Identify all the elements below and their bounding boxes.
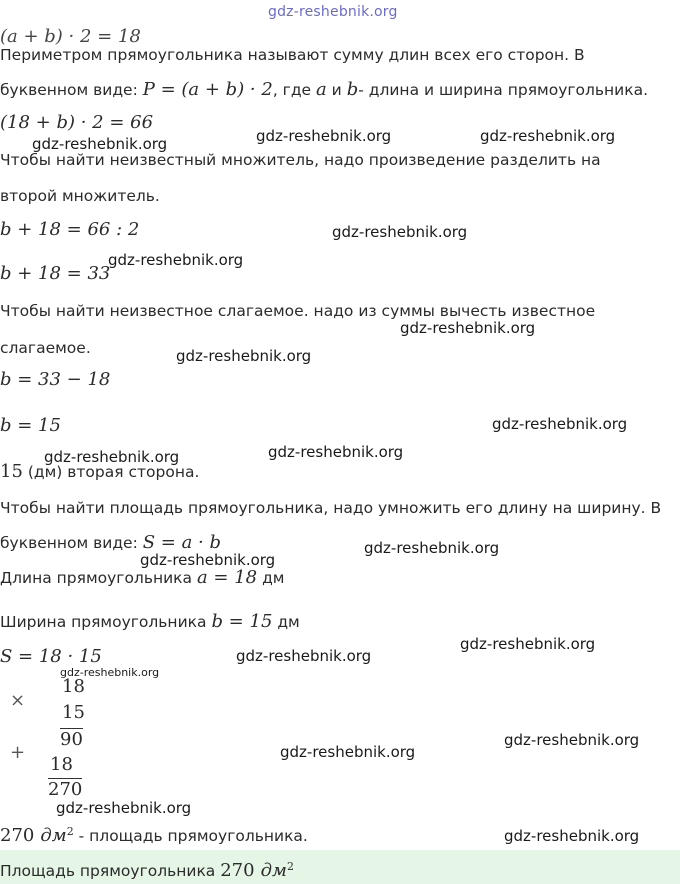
length-line: Длина прямоугольника a = 18 дм (0, 567, 285, 588)
perimeter-definition-line-1: Периметром прямоугольника называют сумму длин всех его сторон. В (0, 46, 585, 64)
addend-rule-line-2: слагаемое. (0, 339, 91, 357)
header-watermark: gdz-reshebnik.org (268, 4, 398, 20)
watermark: gdz-reshebnik.org (504, 731, 640, 749)
width-line: Ширина прямоугольника b = 15 дм (0, 611, 300, 632)
factor-2: 15 (62, 702, 85, 723)
watermark: gdz-reshebnik.org (332, 223, 468, 241)
watermark: gdz-reshebnik.org (268, 443, 404, 461)
factor-rule-line-1: Чтобы найти неизвестный множитель, надо произведение разделить на (0, 151, 601, 169)
watermark: gdz-reshebnik.org (108, 251, 244, 269)
watermark: gdz-reshebnik.org (504, 827, 640, 845)
equation-6: S = 18 · 15 (0, 646, 102, 667)
equation-3: b + 18 = 33 (0, 263, 111, 284)
watermark: gdz-reshebnik.org (460, 635, 596, 653)
factor-rule-line-2: второй множитель. (0, 187, 160, 205)
watermark: gdz-reshebnik.org (492, 415, 628, 433)
addend-rule-line-1: Чтобы найти неизвестное слагаемое. надо из суммы вычесть известное (0, 302, 596, 320)
equation-5: b = 15 (0, 415, 61, 436)
cut-off-equation: (a + b) · 2 = 18 (0, 26, 141, 47)
watermark: gdz-reshebnik.org (140, 551, 276, 569)
watermark: gdz-reshebnik.org (280, 743, 416, 761)
equation-1: (18 + b) · 2 = 66 (0, 112, 154, 133)
answer-box (0, 850, 680, 884)
watermark: gdz-reshebnik.org (32, 135, 168, 153)
watermark: gdz-reshebnik.org (480, 127, 616, 145)
plus-sign: + (10, 742, 26, 763)
area-result-line: 270 $дм^2$ - площадь прямоугольника. (0, 825, 308, 847)
watermark: gdz-reshebnik.org (176, 347, 312, 365)
area-formula: S = a · b (142, 532, 222, 553)
watermark: gdz-reshebnik.org (256, 127, 392, 145)
product-total: 270 (48, 779, 83, 800)
watermark: gdz-reshebnik.org (364, 539, 500, 557)
watermark-small: gdz-reshebnik.org (60, 666, 160, 679)
watermark: gdz-reshebnik.org (44, 448, 180, 466)
watermark: gdz-reshebnik.org (236, 647, 372, 665)
perimeter-formula: P = (a + b) · 2 (142, 79, 273, 100)
answer-line: Площадь прямоугольника 270 $дм^2$ (0, 860, 294, 882)
equation-4: b = 33 − 18 (0, 369, 111, 390)
watermark: gdz-reshebnik.org (400, 319, 536, 337)
area-rule-line-1: Чтобы найти площадь прямоугольника, надо умножить его длину на ширину. В (0, 499, 662, 517)
times-sign: × (10, 690, 26, 711)
second-side-line: 15 (дм) вторая сторона. (0, 461, 200, 482)
factor-1: 18 (62, 676, 85, 697)
cut-off-line (0, 0, 200, 47)
perimeter-definition-line-2: буквенном виде: P = (a + b) · 2, где a и b- длина и ширина прямоугольника. (0, 79, 649, 100)
partial-product-2: 18 (50, 754, 73, 775)
area-rule-line-2: буквенном виде: S = a · b (0, 532, 222, 553)
equation-2: b + 18 = 66 : 2 (0, 219, 140, 240)
watermark: gdz-reshebnik.org (56, 799, 192, 817)
partial-product-1: 90 (60, 729, 83, 750)
